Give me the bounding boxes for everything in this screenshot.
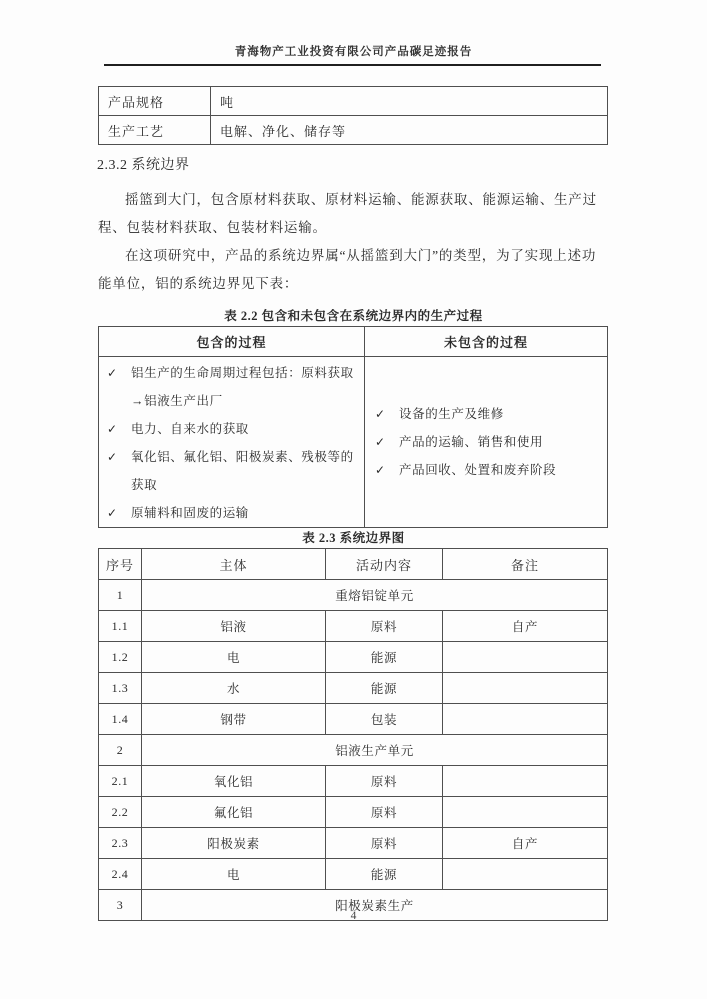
table-header-row (99, 549, 608, 580)
table22-caption: 表 2.2 包含和未包含在系统边界内的生产过程 (224, 309, 483, 323)
row-activity: 能源 (326, 642, 443, 673)
paragraph-line: 程、包装材料获取、包装材料运输。 (98, 220, 327, 235)
row-subject: 电 (142, 859, 326, 890)
row-subject: 氧化铝 (142, 766, 326, 797)
system-boundary-process-table (98, 326, 608, 528)
list-item (107, 415, 358, 443)
table-row (99, 859, 608, 890)
table-row (99, 735, 608, 766)
list-item-text: 设备的生产及维修 (399, 407, 504, 421)
row-subject: 电 (142, 642, 326, 673)
paragraph-line: 在这项研究中，产品的系统边界属“从摇篮到大门”的类型，为了实现上述功 (125, 248, 597, 263)
list-item-text: 铝生产的生命周期过程包括：原料获取→铝液生产出厂 (131, 366, 354, 408)
spec-value: 电解、净化、储存等 (211, 116, 608, 145)
table-row (99, 116, 608, 145)
row-no: 1.1 (99, 611, 142, 642)
row-note (443, 766, 608, 797)
list-item (107, 359, 358, 415)
list-item-text: 产品的运输、销售和使用 (399, 435, 544, 449)
system-boundary-diagram-table (98, 548, 608, 921)
list-item (107, 499, 358, 527)
check-icon: ✓ (107, 450, 118, 464)
spec-label: 生产工艺 (99, 116, 211, 145)
row-activity: 能源 (326, 859, 443, 890)
table-row (99, 828, 608, 859)
table-row (99, 766, 608, 797)
section-heading: 2.3.2 系统边界 (97, 158, 190, 173)
table-row (99, 87, 608, 116)
table-row (99, 797, 608, 828)
row-no: 1.2 (99, 642, 142, 673)
row-subject: 钢带 (142, 704, 326, 735)
row-no: 1.4 (99, 704, 142, 735)
merged-unit-cell: 铝液生产单元 (142, 735, 608, 766)
row-no: 2.2 (99, 797, 142, 828)
excluded-processes-cell (365, 357, 608, 528)
paragraph-line: 能单位，铝的系统边界见下表： (98, 276, 299, 291)
row-note (443, 859, 608, 890)
table-row (99, 580, 608, 611)
row-activity: 原料 (326, 766, 443, 797)
included-processes-cell (99, 357, 365, 528)
table-row (99, 611, 608, 642)
col-header-subject: 主体 (142, 549, 326, 580)
col-header-no: 序号 (99, 549, 142, 580)
list-item-text: 原辅料和固废的运输 (131, 506, 249, 520)
row-note (443, 704, 608, 735)
header-divider-line (104, 64, 601, 66)
excluded-header: 未包含的过程 (365, 327, 608, 357)
table23-caption: 表 2.3 系统边界图 (302, 531, 405, 545)
col-header-activity: 活动内容 (326, 549, 443, 580)
list-item (375, 428, 603, 456)
row-subject: 氟化铝 (142, 797, 326, 828)
row-note (443, 642, 608, 673)
list-item-text: 氧化铝、氟化铝、阳极炭素、残极等的获取 (131, 450, 354, 492)
check-icon: ✓ (107, 422, 118, 436)
page-header-title: 青海物产工业投资有限公司产品碳足迹报告 (234, 46, 473, 58)
list-item (107, 443, 358, 499)
col-header-note: 备注 (443, 549, 608, 580)
table-body-row (99, 357, 608, 528)
list-item (375, 400, 603, 428)
row-activity: 包装 (326, 704, 443, 735)
row-activity: 原料 (326, 828, 443, 859)
row-note (443, 673, 608, 704)
row-subject: 阳极炭素 (142, 828, 326, 859)
table-header-row (99, 327, 608, 357)
row-note: 自产 (443, 611, 608, 642)
spec-value: 吨 (211, 87, 608, 116)
row-subject: 铝液 (142, 611, 326, 642)
row-activity: 原料 (326, 797, 443, 828)
check-icon: ✓ (107, 366, 118, 380)
row-no: 2.3 (99, 828, 142, 859)
row-no: 1 (99, 580, 142, 611)
row-subject: 水 (142, 673, 326, 704)
row-note: 自产 (443, 828, 608, 859)
list-item (375, 456, 603, 484)
row-activity: 能源 (326, 673, 443, 704)
row-no: 3 (99, 890, 142, 921)
product-spec-table (98, 86, 608, 145)
table-row (99, 642, 608, 673)
list-item-text: 产品回收、处置和废弃阶段 (399, 463, 557, 477)
row-no: 2.4 (99, 859, 142, 890)
table-row (99, 704, 608, 735)
spec-label: 产品规格 (99, 87, 211, 116)
row-no: 2.1 (99, 766, 142, 797)
check-icon: ✓ (375, 463, 386, 477)
check-icon: ✓ (375, 435, 386, 449)
row-activity: 原料 (326, 611, 443, 642)
included-header: 包含的过程 (99, 327, 365, 357)
row-note (443, 797, 608, 828)
page-number: 4 (350, 910, 357, 922)
row-no: 2 (99, 735, 142, 766)
paragraph-line: 摇篮到大门，包含原材料获取、原材料运输、能源获取、能源运输、生产过 (125, 192, 597, 207)
row-no: 1.3 (99, 673, 142, 704)
check-icon: ✓ (107, 506, 118, 520)
list-item-text: 电力、自来水的获取 (131, 422, 249, 436)
merged-unit-cell: 重熔铝锭单元 (142, 580, 608, 611)
check-icon: ✓ (375, 407, 386, 421)
merged-unit-cell: 阳极炭素生产 (142, 890, 608, 921)
table-row (99, 673, 608, 704)
